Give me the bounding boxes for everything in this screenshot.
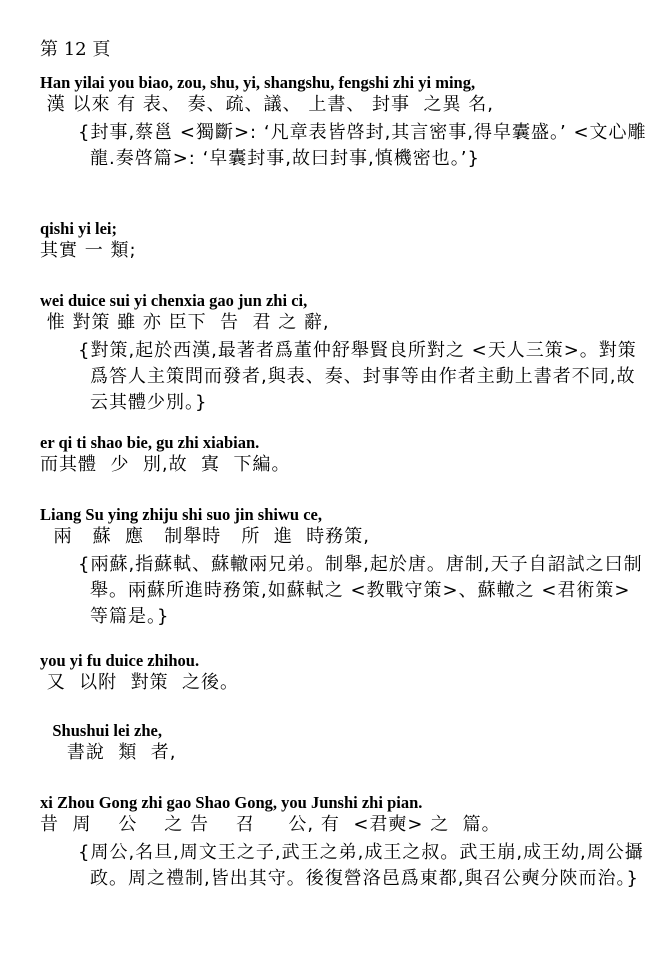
hanzi-line: 漢 以來 有 表、 奏、疏、議、 上書、 封事 之異 名, <box>40 94 494 115</box>
hanzi-line: 惟 對策 雖 亦 臣下 告 君 之 辭, <box>40 312 330 333</box>
commentary-note: {對策,起於西漢,最著者爲董仲舒舉賢良所對之 <天人三策>。對策爲答人主策問而發者,與表、奏、封事等由作者主動上書者不同,故云其體少別。} <box>78 340 637 413</box>
verse-block <box>40 286 660 416</box>
hanzi-line: 其實 一 類; <box>40 240 137 261</box>
verse-block <box>40 646 660 696</box>
commentary-note: {兩蘇,指蘇軾、蘇轍兩兄弟。制舉,起於唐。唐制,天子自詔試之曰制舉。兩蘇所進時務策,如蘇軾之 <教戰守策>、蘇轍之 <君術策> 等篇是。} <box>78 554 643 627</box>
pinyin-line: qishi yi lei; <box>40 219 118 238</box>
hanzi-line: 書說 類 者, <box>40 742 177 763</box>
pinyin-line: you yi fu duice zhihou. <box>40 651 200 670</box>
pinyin-line: er qi ti shao bie, gu zhi xiabian. <box>40 433 260 452</box>
pinyin-line: xi Zhou Gong zhi gao Shao Gong, you Junshi zhi pian. <box>40 793 423 812</box>
hanzi-line: 兩 蘇 應 制舉時 所 進 時務策, <box>40 526 370 547</box>
pinyin-line: wei duice sui yi chenxia gao jun zhi ci, <box>40 291 308 310</box>
hanzi-line: 而其體 少 別,故 寘 下編。 <box>40 454 291 475</box>
verse-block <box>40 500 660 630</box>
pinyin-line: Han yilai you biao, zou, shu, yi, shangshu, fengshi zhi yi ming, <box>40 73 476 92</box>
verse-block <box>40 214 660 264</box>
commentary-note: {封事,蔡邕 <獨斷>: ‘凡章表皆啓封,其言密事,得皁囊盛。’ <文心雕龍.奏啓篇>: ‘皁囊封事,故曰封事,慎機密也。’} <box>78 122 647 169</box>
verse-block <box>40 788 660 892</box>
verse-block <box>40 68 660 172</box>
pinyin-line: Shushui lei zhe, <box>40 721 162 740</box>
page-number: 第 12 頁 <box>40 39 111 60</box>
hanzi-line: 昔 周 公 之 告 召 公, 有 <君奭> 之 篇。 <box>40 814 501 835</box>
commentary-note: {周公,名旦,周文王之子,武王之弟,成王之叔。武王崩,成王幼,周公攝政。周之禮制,皆出其守。後復營洛邑爲東都,與召公奭分陝而治。} <box>78 842 644 889</box>
verse-block <box>40 428 660 478</box>
verse-block <box>40 716 660 766</box>
pinyin-line: Liang Su ying zhiju shi suo jin shiwu ce, <box>40 505 322 524</box>
hanzi-line: 又 以附 對策 之後。 <box>40 672 240 693</box>
